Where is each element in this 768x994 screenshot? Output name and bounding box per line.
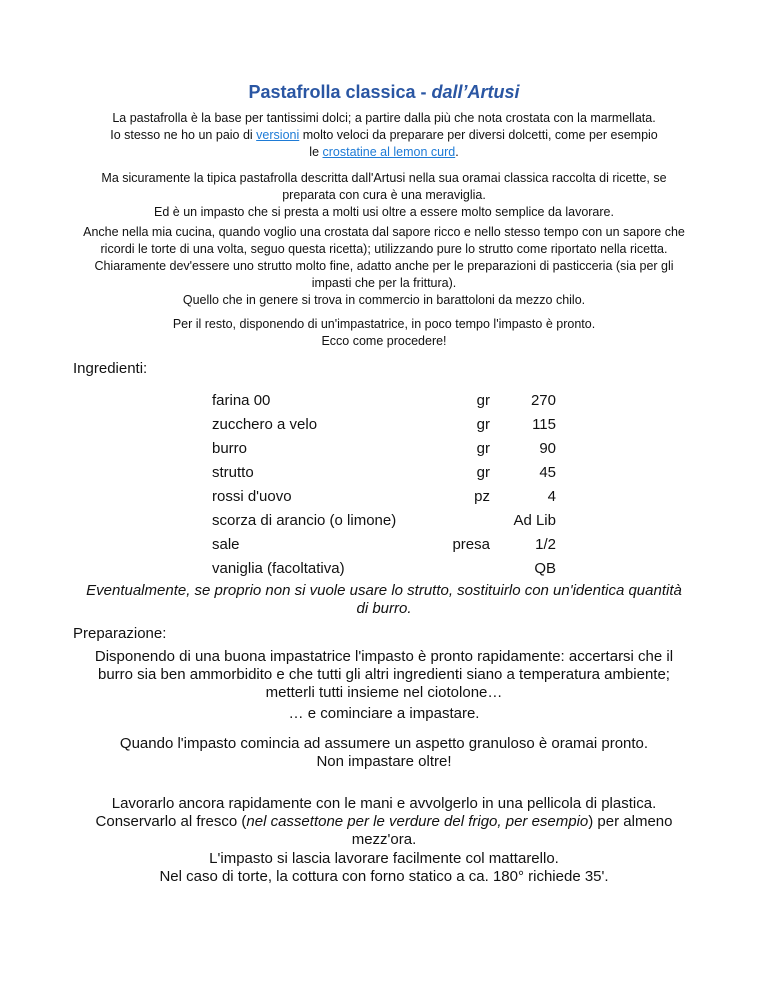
prep-line: Lavorarlo ancora rapidamente con le mani e avvolgerlo in una pellicola di plastica. — [111, 795, 657, 812]
ingredient-unit: gr — [476, 440, 490, 457]
ingredient-unit: gr — [476, 416, 490, 433]
prep-italic-text: nel cassettone per le verdure del frigo, per esempio — [246, 813, 589, 830]
title-italic: dall’Artusi — [431, 82, 520, 102]
intro-line: Chiaramente dev'essere uno strutto molto fine, adatto anche per le preparazioni di pasticceria (sia per gli — [94, 259, 674, 273]
ingredient-qty: QB — [534, 560, 556, 577]
note-line: di burro. — [356, 600, 412, 617]
ingredient-name: sale — [212, 536, 240, 553]
crostatine-link[interactable]: crostatine al lemon curd — [322, 145, 456, 159]
prep-text: ) per almeno — [588, 813, 673, 830]
intro-line: impasti che per la frittura). — [311, 276, 457, 290]
ingredient-name: scorza di arancio (o limone) — [212, 512, 397, 529]
ingredient-name: zucchero a velo — [212, 416, 318, 433]
preparation-heading: Preparazione: — [73, 625, 167, 642]
prep-paragraph-4 — [60, 795, 708, 849]
ingredient-unit: presa — [452, 536, 490, 553]
prep-line: burro sia ben ammorbidito e che tutti gli altri ingredienti siano a temperatura ambiente; — [98, 666, 670, 683]
ingredient-qty: Ad Lib — [513, 512, 556, 529]
ingredient-qty: 1/2 — [535, 536, 556, 553]
prep-paragraph-3 — [60, 735, 708, 771]
intro-line: ricordi le torte di una volta, seguo questa ricetta); utilizzando pure lo strutto come riportato nella ricetta. — [100, 242, 668, 256]
ingredient-unit: pz — [474, 488, 490, 505]
intro-line: Anche nella mia cucina, quando voglio una crostata dal sapore ricco e nello stesso tempo con un sapore che — [83, 225, 685, 239]
prep-line: mezz'ora. — [351, 831, 417, 848]
intro-line: preparata con cura è una meraviglia. — [282, 188, 486, 202]
intro-line: Ecco come procedere! — [321, 334, 447, 348]
ingredient-unit: gr — [476, 464, 490, 481]
intro-text: molto veloci da preparare per diversi dolcetti, come per esempio — [299, 128, 658, 142]
note-line: Eventualmente, se proprio non si vuole usare lo strutto, sostituirlo con un'identica quantità — [86, 582, 682, 599]
ingredient-name: farina 00 — [212, 392, 271, 409]
intro-line: Ma sicuramente la tipica pastafrolla descritta dall'Artusi nella sua oramai classica raccolta di ricette, se — [101, 171, 667, 185]
ingredients-heading: Ingredienti: — [73, 360, 148, 377]
ingredient-qty: 4 — [547, 488, 556, 505]
prep-line: Nel caso di torte, la cottura con forno statico a ca. 180° richiede 35'. — [159, 868, 609, 885]
ingredient-qty: 45 — [539, 464, 556, 481]
substitution-note — [60, 582, 708, 618]
ingredient-unit: gr — [476, 392, 490, 409]
intro-text: le — [309, 145, 323, 159]
ingredient-name: vaniglia (facoltativa) — [212, 560, 345, 577]
intro-paragraph-3 — [40, 224, 728, 309]
prep-line — [60, 813, 708, 831]
prep-line: L'impasto si lascia lavorare facilmente col mattarello. — [209, 850, 559, 867]
prep-line: … e cominciare a impastare. — [288, 705, 480, 722]
prep-paragraph-5 — [60, 850, 708, 886]
intro-line: La pastafrolla è la base per tantissimi dolci; a partire dalla più che nota crostata con la marmellata. — [112, 111, 656, 125]
title-main: Pastafrolla classica - — [248, 82, 432, 102]
ingredient-name: strutto — [212, 464, 254, 481]
intro-line: Quello che in genere si trova in commercio in barattoloni da mezzo chilo. — [182, 293, 586, 307]
intro-paragraph-1 — [40, 110, 728, 161]
versioni-link[interactable]: versioni — [256, 128, 300, 142]
intro-line: Per il resto, disponendo di un'impastatrice, in poco tempo l'impasto è pronto. — [172, 317, 596, 331]
prep-line: Quando l'impasto comincia ad assumere un aspetto granuloso è oramai pronto. — [119, 735, 649, 752]
ingredient-name: burro — [212, 440, 248, 457]
prep-paragraph-1 — [60, 648, 708, 702]
prep-line: metterli tutti insieme nel ciotolone… — [265, 684, 503, 701]
page-title — [0, 82, 768, 103]
intro-paragraph-4 — [40, 316, 728, 350]
ingredient-qty: 115 — [532, 416, 556, 433]
intro-line — [40, 127, 728, 144]
ingredient-qty: 270 — [530, 392, 556, 409]
intro-text: . — [455, 145, 459, 159]
prep-line: Non impastare oltre! — [316, 753, 452, 770]
ingredient-qty: 90 — [539, 440, 556, 457]
prep-paragraph-2 — [60, 705, 708, 723]
intro-paragraph-2 — [40, 170, 728, 221]
prep-text: Conservarlo al fresco ( — [95, 813, 247, 830]
prep-line: Disponendo di una buona impastatrice l'impasto è pronto rapidamente: accertarsi che il — [94, 648, 674, 665]
intro-text: Io stesso ne ho un paio di — [110, 128, 257, 142]
intro-line — [40, 144, 728, 161]
ingredient-name: rossi d'uovo — [212, 488, 292, 505]
intro-line: Ed è un impasto che si presta a molti usi oltre a essere molto semplice da lavorare. — [154, 205, 614, 219]
